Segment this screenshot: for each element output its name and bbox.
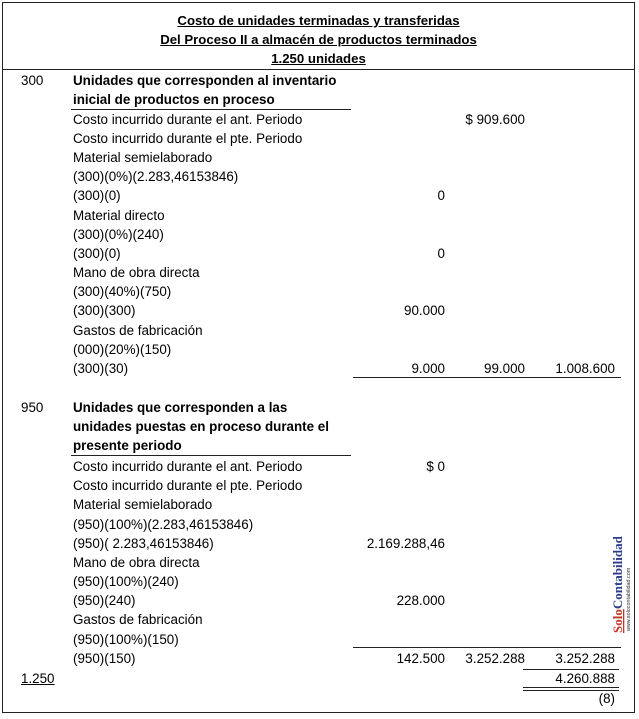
s2-total: 3.252.288 xyxy=(555,651,615,666)
s2-row-0: Costo incurrido durante el ant. Periodo xyxy=(73,459,303,474)
s2-row-2: Material semielaborado xyxy=(73,497,213,512)
s2-row-6: (950)(100%)(240) xyxy=(73,574,179,589)
s1-row-3: (300)(0%)(2.283,46153846) xyxy=(73,169,239,184)
s2-row-1: Costo incurrido durante el pte. Periodo xyxy=(73,478,303,493)
doc-title-line2: Del Proceso II a almacén de productos terminados xyxy=(160,32,477,47)
s1-row-2: Material semielaborado xyxy=(73,150,213,165)
s1-amount-gastos: 9.000 xyxy=(411,361,445,376)
s2-totals-rule xyxy=(353,647,621,648)
section2-title-line1: Unidades que corresponden a las xyxy=(73,400,288,415)
header-divider xyxy=(3,69,634,70)
doc-title-line3: 1.250 unidades xyxy=(271,51,366,66)
total-units: 1.250 xyxy=(21,671,55,686)
s1-subtotal: 99.000 xyxy=(484,361,525,376)
svg-text:SoloContabilidad: SoloContabilidad xyxy=(610,536,625,633)
s1-row-11: Gastos de fabricación xyxy=(73,323,203,338)
s1-row-0: Costo incurrido durante el ant. Periodo xyxy=(73,112,303,127)
reference-number: (8) xyxy=(598,691,615,706)
section2-title-line2: unidades puestas en proceso durante el xyxy=(73,419,329,434)
s1-totals-rule xyxy=(353,377,621,378)
section1-units: 300 xyxy=(21,73,44,88)
s2-row-8: Gastos de fabricación xyxy=(73,612,203,627)
s2-amount-mat-semi: 2.169.288,46 xyxy=(366,536,445,551)
s1-row-13: (300)(30) xyxy=(73,361,129,376)
solocontabilidad-logo xyxy=(608,515,632,635)
section2-units: 950 xyxy=(21,400,44,415)
s1-amount-mat-semi: 0 xyxy=(437,188,445,203)
s2-row-3: (950)(100%)(2.283,46153846) xyxy=(73,517,254,532)
s2-row-10: (950)(150) xyxy=(73,651,136,666)
s2-row-7: (950)(240) xyxy=(73,593,136,608)
s1-row-9: (300)(40%)(750) xyxy=(73,284,172,299)
s1-row-12: (000)(20%)(150) xyxy=(73,342,172,357)
s1-row-4: (300)(0) xyxy=(73,188,121,203)
section1-title-line2: inicial de productos en proceso xyxy=(73,92,275,107)
section2-title-line3: presente periodo xyxy=(73,438,182,453)
doc-title-line1: Costo de unidades terminadas y transferidas xyxy=(177,13,460,28)
s1-amount-mat-directo: 0 xyxy=(437,246,445,261)
s1-row-10: (300)(300) xyxy=(73,303,136,318)
s2-row-5: Mano de obra directa xyxy=(73,555,200,570)
s1-row-1: Costo incurrido durante el pte. Periodo xyxy=(73,131,303,146)
s1-amount-prev-period: $ 909.600 xyxy=(465,112,525,127)
svg-text:www.solocontabilidad.com: www.solocontabilidad.com xyxy=(626,567,632,631)
s2-row-4: (950)( 2.283,46153846) xyxy=(73,536,214,551)
s1-row-7: (300)(0) xyxy=(73,246,121,261)
section2-title-underline xyxy=(71,455,351,456)
s2-amount-mano-obra: 228.000 xyxy=(396,593,445,608)
s2-subtotal: 3.252.288 xyxy=(465,651,525,666)
s2-amount-prev-period: $ 0 xyxy=(426,459,445,474)
grand-total: 4.260.888 xyxy=(555,671,615,686)
s1-row-5: Material directo xyxy=(73,208,165,223)
grand-total-top-rule xyxy=(523,669,619,670)
s1-amount-mano-obra: 90.000 xyxy=(404,303,445,318)
section1-title-line1: Unidades que corresponden al inventario xyxy=(73,73,337,88)
s1-total: 1.008.600 xyxy=(555,361,615,376)
s2-row-9: (950)(100%)(150) xyxy=(73,632,179,647)
s1-row-8: Mano de obra directa xyxy=(73,265,200,280)
document-frame xyxy=(2,2,635,713)
s1-row-6: (300)(0%)(240) xyxy=(73,227,164,242)
s2-amount-gastos: 142.500 xyxy=(396,651,445,666)
